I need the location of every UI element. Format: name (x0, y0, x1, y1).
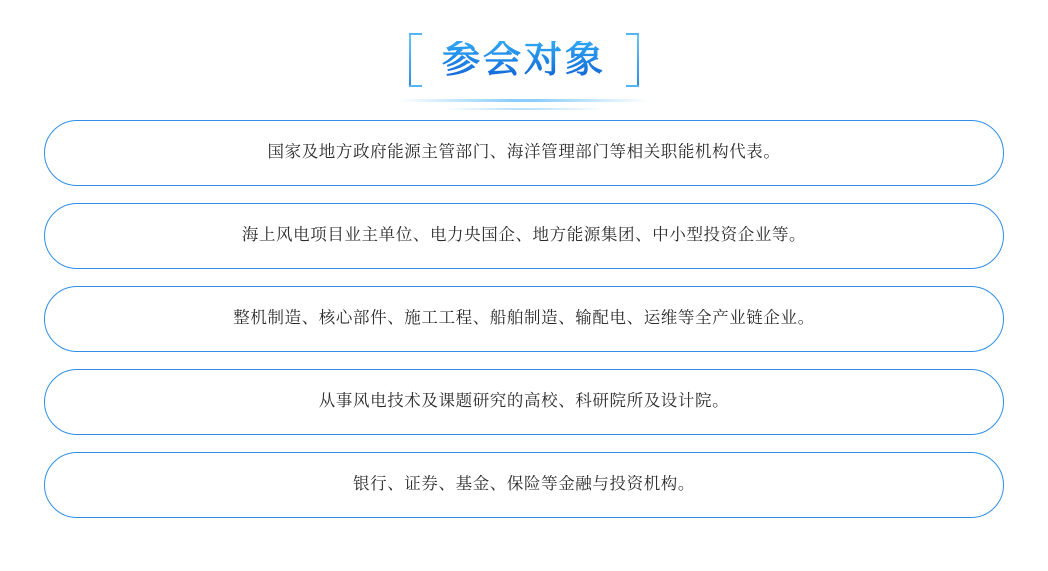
section-title-block (0, 0, 1048, 120)
bracket-right-icon (626, 33, 648, 87)
list-item (44, 369, 1004, 435)
title-underline-glow (399, 99, 649, 102)
list-item (44, 452, 1004, 518)
list-item (44, 286, 1004, 352)
list-item-label: 银行、证券、基金、保险等金融与投资机构。 (353, 475, 695, 494)
list-item (44, 203, 1004, 269)
title-inner (400, 33, 648, 87)
page-title: 参会对象 (436, 41, 612, 79)
title-underline-glow-secondary (444, 108, 604, 110)
bracket-left-icon (400, 33, 422, 87)
audience-list (44, 120, 1004, 518)
list-item (44, 120, 1004, 186)
list-item-label: 国家及地方政府能源主管部门、海洋管理部门等相关职能机构代表。 (267, 143, 781, 162)
list-item-label: 从事风电技术及课题研究的高校、科研院所及设计院。 (318, 392, 730, 411)
list-item-label: 整机制造、核心部件、施工工程、船舶制造、输配电、运维等全产业链企业。 (233, 309, 815, 328)
list-item-label: 海上风电项目业主单位、电力央国企、地方能源集团、中小型投资企业等。 (241, 226, 807, 245)
